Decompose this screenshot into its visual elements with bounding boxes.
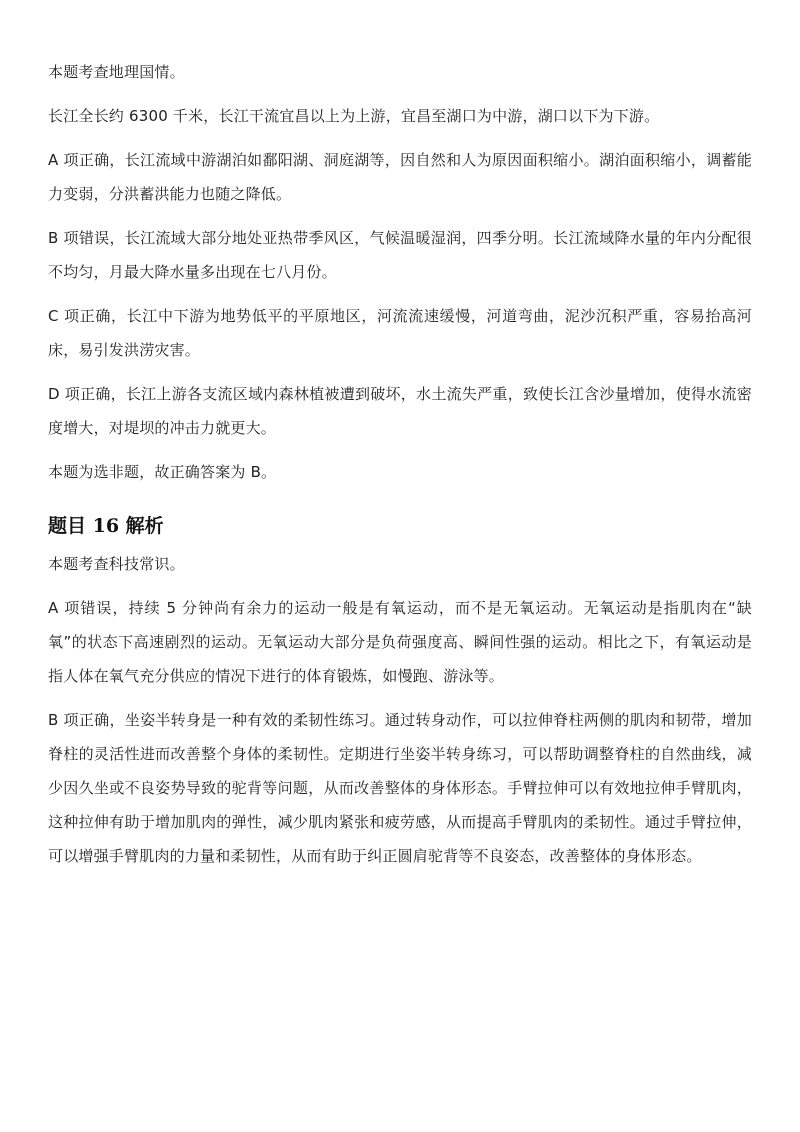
section-heading-16: 题目 16 解析 — [48, 515, 164, 537]
paragraph-answer-15: 本题为选非题，故正确答案为 B。 — [48, 463, 277, 481]
paragraph-option-d-15: D 项正确，长江上游各支流区域内森林植被遭到破坏，水土流失严重，致使长江含沙量增加，使得水流密度增大，对堤坝的冲击力就更大。 — [48, 385, 752, 437]
paragraph-option-a-16: A 项错误，持续 5 分钟尚有余力的运动一般是有氧运动，而不是无氧运动。无氧运动是指肌肉在“缺氧”的状态下高速剧烈的运动。无氧运动大部分是负荷强度高、瞬间性强的运动。相比之下，有氧运动是指人体在氧气充分供应的情况下进行的体育锻炼，如慢跑、游泳等。 — [48, 599, 752, 685]
paragraph-option-a-15: A 项正确，长江流域中游湖泊如鄱阳湖、洞庭湖等，因自然和人为原因面积缩小。湖泊面积缩小，调蓄能力变弱，分洪蓄洪能力也随之降低。 — [48, 151, 752, 203]
paragraph-topic-15: 本题考查地理国情。 — [48, 63, 185, 81]
paragraph-option-b-16: B 项正确，坐姿半转身是一种有效的柔韧性练习。通过转身动作，可以拉伸脊柱两侧的肌肉和韧带，增加脊柱的灵活性进而改善整个身体的柔韧性。定期进行坐姿半转身练习，可以帮助调整脊柱的自然曲线，减少因久坐或不良姿势导致的驼背等问题，从而改善整体的身体形态。手臂拉伸可以有效地拉伸手臂肌肉，这种拉伸有助于增加肌肉的弹性，减少肌肉紧张和疲劳感，从而提高手臂肌肉的柔韧性。通过手臂拉伸，可以增强手臂肌肉的力量和柔韧性，从而有助于纠正圆肩驼背等不良姿态，改善整体的身体形态。 — [48, 711, 752, 865]
paragraph-option-c-15: C 项正确，长江中下游为地势低平的平原地区，河流流速缓慢，河道弯曲，泥沙沉积严重，容易抬高河床，易引发洪涝灾害。 — [48, 307, 752, 359]
paragraph-yangtze-overview: 长江全长约 6300 千米，长江干流宜昌以上为上游，宜昌至湖口为中游，湖口以下为下游。 — [48, 107, 660, 125]
paragraph-topic-16: 本题考查科技常识。 — [48, 555, 185, 573]
paragraph-option-b-15: B 项错误，长江流域大部分地处亚热带季风区，气候温暖湿润，四季分明。长江流域降水量的年内分配很不均匀，月最大降水量多出现在七八月份。 — [48, 229, 752, 281]
